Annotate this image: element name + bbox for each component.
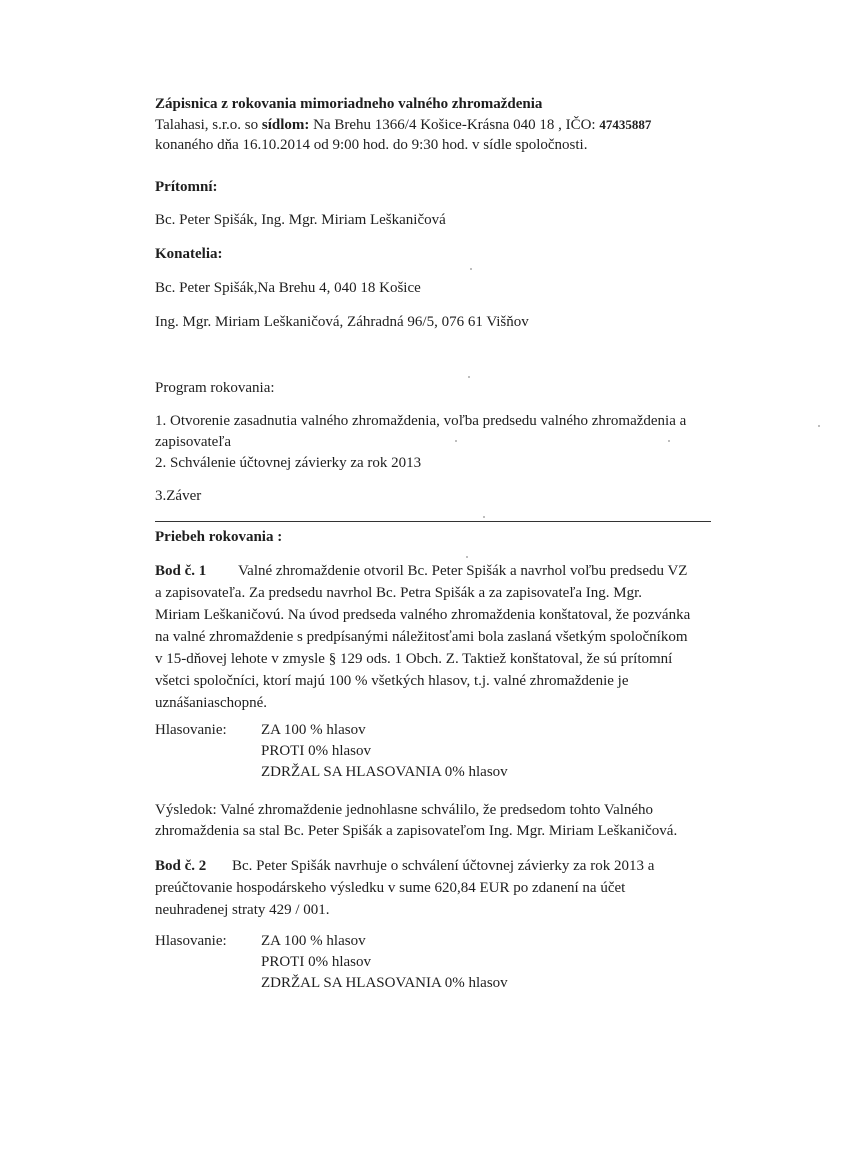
bod-1-line-4: na valné zhromaždenie s predpísanými náležitosťami bola zaslaná všetkým spoločníkom: [155, 629, 688, 645]
bod-1-line-5: v 15-dňovej lehote v zmysle § 129 ods. 1 Obch. Z. Taktiež konštatoval, že sú prítomní: [155, 651, 673, 667]
seat-label: sídlom:: [261, 117, 310, 133]
executives-heading: Konatelia:: [155, 246, 223, 262]
bod-2-voting-label: Hlasovanie:: [155, 933, 227, 949]
scan-speck: [483, 516, 485, 518]
scan-speck: [470, 268, 472, 270]
bod-1-vote-against: PROTI 0% hlasov: [261, 743, 371, 759]
bod-2-vote-abstain: ZDRŽAL SA HLASOVANIA 0% hlasov: [261, 975, 508, 991]
program-item-3: 3.Záver: [155, 488, 202, 504]
bod-2-label: Bod č. 2: [155, 858, 207, 874]
bod-2-vote-for: ZA 100 % hlasov: [261, 933, 366, 949]
program-item-2: 2. Schválenie účtovnej závierky za rok 2013: [155, 455, 422, 471]
bod-1-voting-label: Hlasovanie:: [155, 722, 227, 738]
bod-1-line-3: Miriam Leškaničovú. Na úvod predseda valného zhromaždenia konštatoval, že pozvánka: [155, 607, 691, 623]
bod-2-line-1: Bc. Peter Spišák navrhuje o schválení účtovnej závierky za rok 2013 a: [232, 858, 655, 874]
bod-1-line-2: a zapisovateľa. Za predsedu navrhol Bc. Petra Spišák a za zapisovateľa Ing. Mgr.: [155, 585, 643, 601]
present-heading: Prítomní:: [155, 179, 218, 195]
executive-2: Ing. Mgr. Miriam Leškaničová, Záhradná 96/5, 076 61 Višňov: [155, 314, 529, 330]
scan-speck: [466, 556, 468, 558]
bod-1-line-1: Valné zhromaždenie otvoril Bc. Peter Spišák a navrhol voľbu predsedu VZ: [238, 563, 688, 579]
bod-2-line-2: preúčtovanie hospodárskeho výsledku v sume 620,84 EUR po zdanení na účet: [155, 880, 626, 896]
scan-speck: [455, 440, 457, 442]
company-ico: 47435887: [599, 117, 652, 132]
document-title: Zápisnica z rokovania mimoriadneho valného zhromaždenia: [155, 96, 543, 112]
program-item-1-line-2: zapisovateľa: [155, 434, 232, 450]
bod-1-result-line-1: Výsledok: Valné zhromaždenie jednohlasne schválilo, že predsedom tohto Valného: [155, 802, 654, 818]
company-line: [155, 115, 651, 135]
bod-1-result-line-2: zhromaždenia sa stal Bc. Peter Spišák a zapisovateľom Ing. Mgr. Miriam Leškaničová.: [155, 823, 678, 839]
proceedings-heading: Priebeh rokovania :: [155, 529, 283, 545]
bod-1-vote-abstain: ZDRŽAL SA HLASOVANIA 0% hlasov: [261, 764, 508, 780]
bod-1-line-7: uznášaniaschopné.: [155, 695, 268, 711]
executive-1: Bc. Peter Spišák,Na Brehu 4, 040 18 Košice: [155, 280, 421, 296]
bod-1-line-6: všetci spoločníci, ktorí majú 100 % všetkých hlasov, t.j. valné zhromaždenie je: [155, 673, 629, 689]
program-heading: Program rokovania:: [155, 380, 275, 396]
meeting-date-line: konaného dňa 16.10.2014 od 9:00 hod. do 9:30 hod. v sídle spoločnosti.: [155, 137, 588, 153]
scan-speck: [468, 376, 470, 378]
bod-2-vote-against: PROTI 0% hlasov: [261, 954, 371, 970]
bod-1-label: Bod č. 1: [155, 563, 207, 579]
scan-speck: [818, 425, 820, 427]
present-names: Bc. Peter Spišák, Ing. Mgr. Miriam Leškaničová: [155, 212, 446, 228]
bod-2-line-3: neuhradenej straty 429 / 001.: [155, 902, 330, 918]
company-address: Na Brehu 1366/4 Košice-Krásna 040 18 , IČO:: [309, 117, 600, 133]
section-divider: [155, 521, 711, 522]
company-prefix: Talahasi, s.r.o. so: [155, 117, 262, 133]
scan-speck: [668, 440, 670, 442]
bod-1-vote-for: ZA 100 % hlasov: [261, 722, 366, 738]
program-item-1-line-1: 1. Otvorenie zasadnutia valného zhromaždenia, voľba predsedu valného zhromaždenia a: [155, 413, 687, 429]
